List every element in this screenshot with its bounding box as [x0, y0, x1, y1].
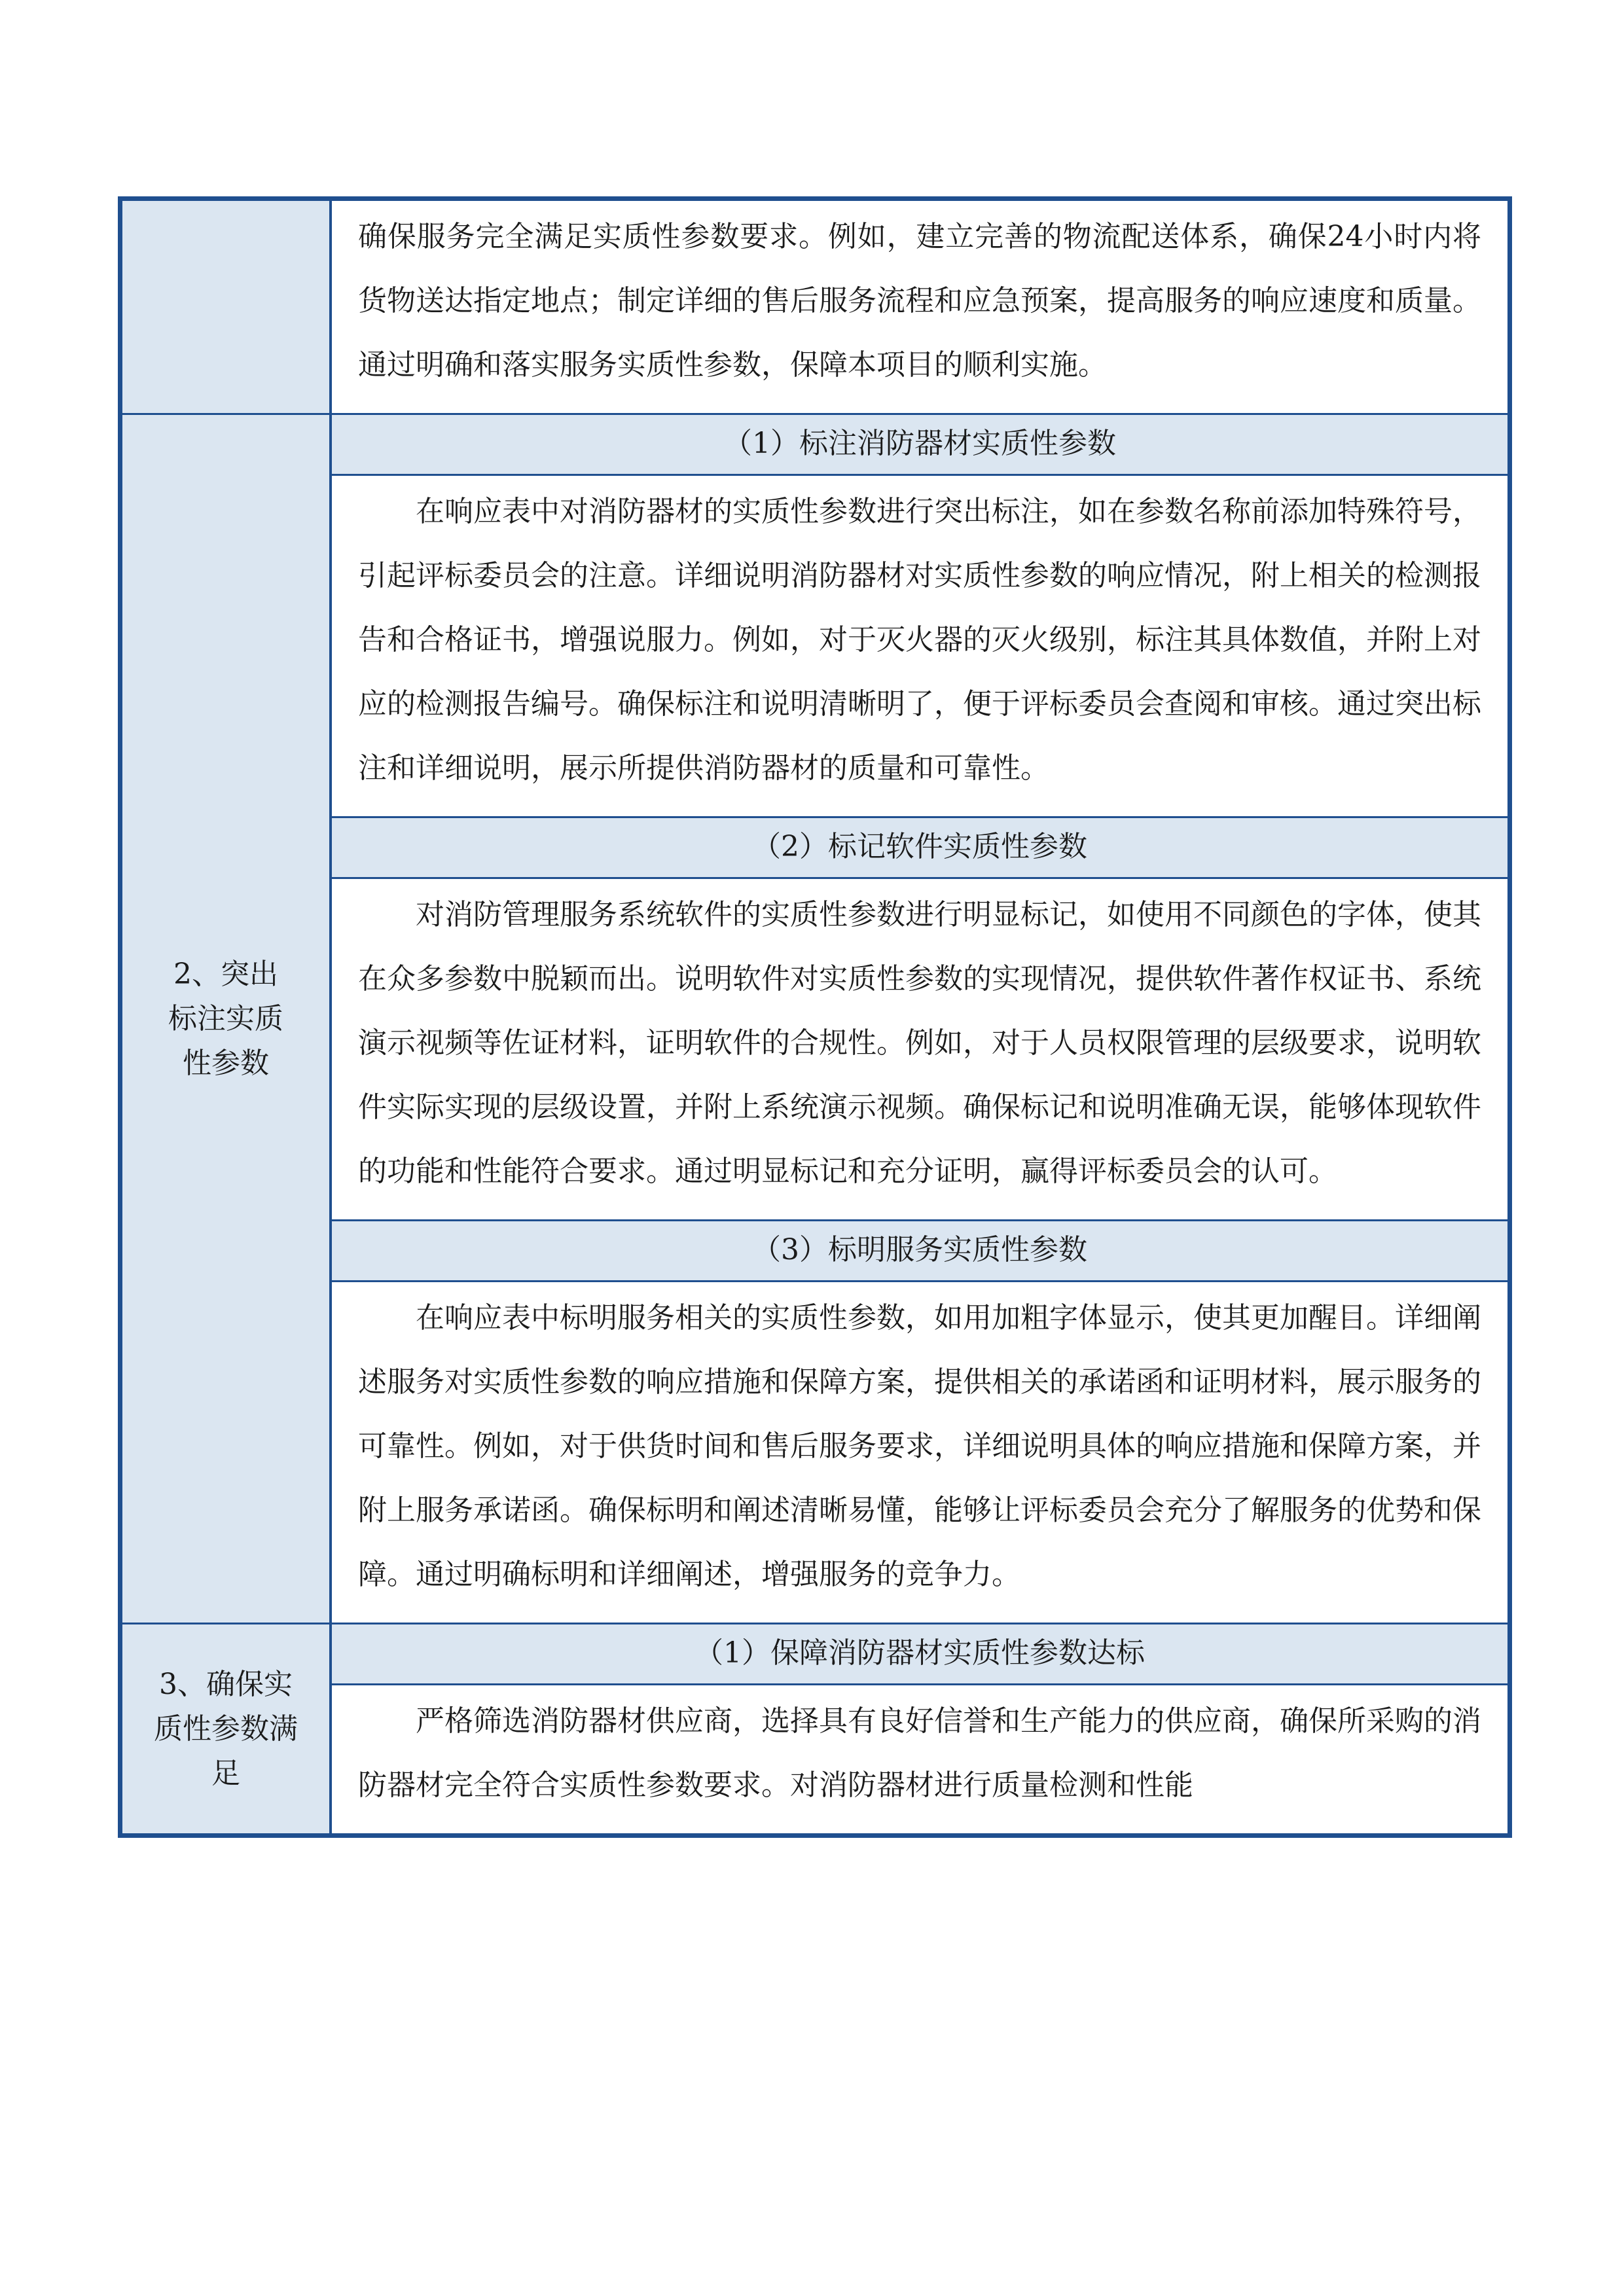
paragraph: 在响应表中对消防器材的实质性参数进行突出标注，如在参数名称前添加特殊符号，引起评标委员会的注意。详细说明消防器材对实质性参数的响应情况，附上相关的检测报告和合格证书，增强说服力。例如，对于灭火器的灭火级别，标注其具体数值，并附上对应的检测报告编号。确保标注和说明清晰明了，便于评标委员会查阅和审核。通过突出标注和详细说明，展示所提供消防器材的质量和可靠性。 — [332, 476, 1507, 818]
sub-heading: （3）标明服务实质性参数 — [332, 1221, 1507, 1282]
paragraph: 对消防管理服务系统软件的实质性参数进行明显标记，如使用不同颜色的字体，使其在众多参数中脱颖而出。说明软件对实质性参数的实现情况，提供软件著作权证书、系统演示视频等佐证材料，证明软件的合规性。例如，对于人员权限管理的层级要求，说明软件实际实现的层级设置，并附上系统演示视频。确保标记和说明准确无误，能够体现软件的功能和性能符合要求。通过明显标记和充分证明，赢得评标委员会的认可。 — [332, 879, 1507, 1221]
table-row — [122, 415, 1507, 1624]
row-content-cell — [332, 1624, 1507, 1833]
sub-heading: （2）标记软件实质性参数 — [332, 818, 1507, 879]
table-row — [122, 1624, 1507, 1833]
paragraph: 确保服务完全满足实质性参数要求。例如，建立完善的物流配送体系，确保24小时内将货物送达指定地点；制定详细的售后服务流程和应急预案，提高服务的响应速度和质量。通过明确和落实服务实质性参数，保障本项目的顺利实施。 — [358, 220, 1481, 382]
row-label-cell — [122, 201, 332, 413]
paragraph: 在响应表中标明服务相关的实质性参数，如用加粗字体显示，使其更加醒目。详细阐述服务对实质性参数的响应措施和保障方案，提供相关的承诺函和证明材料，展示服务的可靠性。例如，对于供货时间和售后服务要求，详细说明具体的响应措施和保障方案，并附上服务承诺函。确保标明和阐述清晰易懂，能够让评标委员会充分了解服务的优势和保障。通过明确标明和详细阐述，增强服务的竞争力。 — [358, 1301, 1481, 1591]
paragraph: 严格筛选消防器材供应商，选择具有良好信誉和生产能力的供应商，确保所采购的消防器材完全符合实质性参数要求。对消防器材进行质量检测和性能 — [358, 1704, 1481, 1802]
row-label: 3、确保实质性参数满足 — [154, 1667, 298, 1790]
row-label-cell — [122, 415, 332, 1623]
table-row — [122, 201, 1507, 415]
row-label: 2、突出标注实质性参数 — [168, 957, 283, 1080]
sub-heading: （1）保障消防器材实质性参数达标 — [332, 1624, 1507, 1685]
row-content-cell — [332, 201, 1507, 413]
sub-heading: （1）标注消防器材实质性参数 — [332, 415, 1507, 476]
row-content-cell — [332, 415, 1507, 1623]
content-table — [118, 196, 1512, 1838]
row-label-cell — [122, 1624, 332, 1833]
